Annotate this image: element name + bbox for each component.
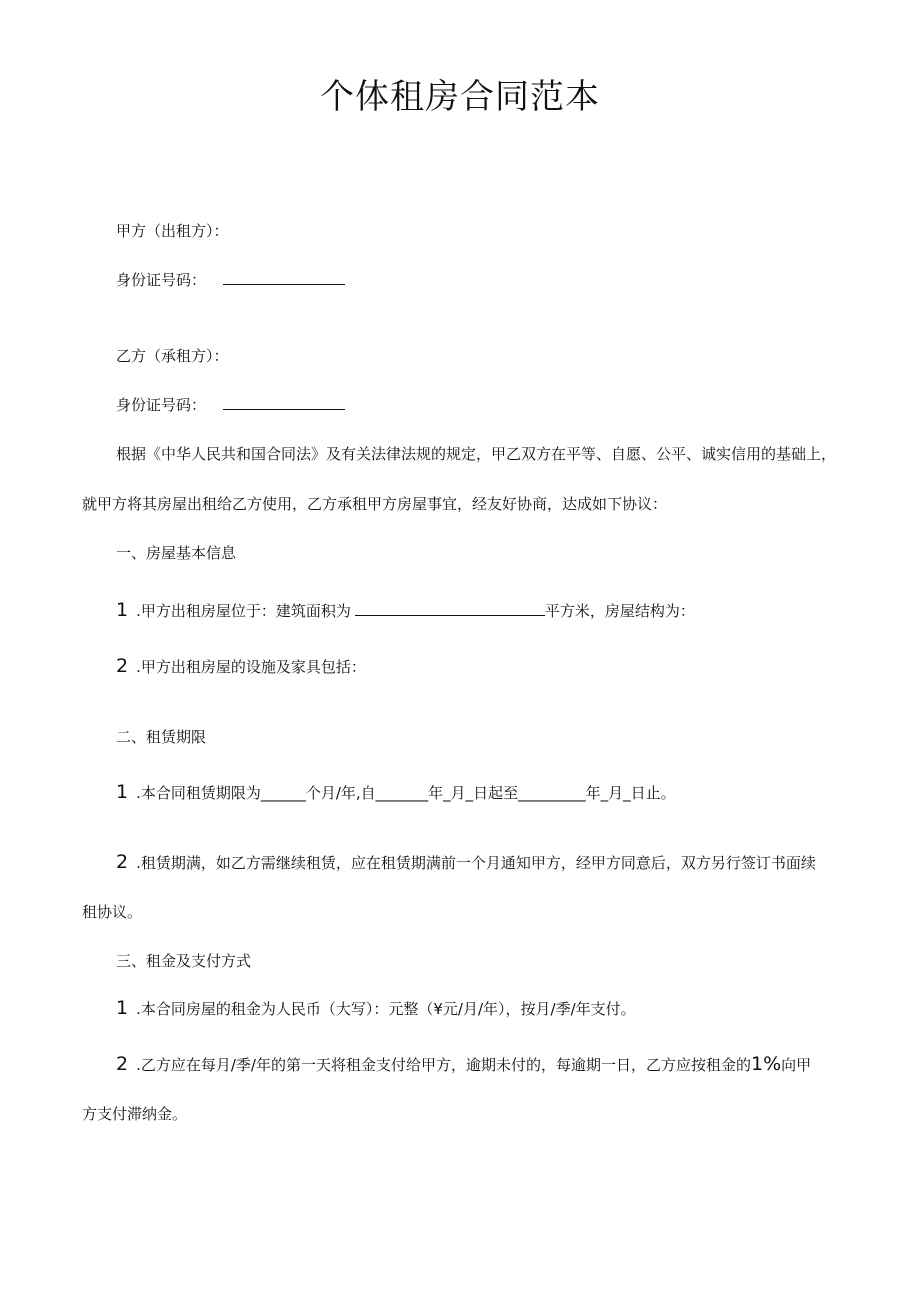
section-1-item-2 (116, 655, 366, 678)
section-2-item-1-text: .本合同租赁期限为______个月/年,自_______年_月_日起至_________年_月_日止。 (136, 784, 676, 802)
section-1-item-2-number: 2 (116, 655, 129, 677)
party-b-label: 乙方（承租方）： (116, 347, 229, 365)
document-title: 个体租房合同范本 (320, 77, 600, 117)
section-3-heading: 三、租金及支付方式 (116, 952, 252, 970)
section-2-item-1 (116, 781, 676, 804)
section-1-item-1-text-a: .甲方出租房屋位于：建筑面积为 (136, 602, 351, 620)
section-3-item-1 (116, 997, 636, 1020)
section-1-item-1-text-b: 平方米，房屋结构为： (544, 602, 695, 620)
section-3-item-1-number: 1 (116, 997, 129, 1019)
section-3-item-2-line-1a: .乙方应在每月/季/年的第一天将租金支付给甲方，逾期未付的，每逾期一日，乙方应按租金的 (136, 1056, 751, 1074)
section-3-item-2-line-1b: 向甲 (781, 1056, 812, 1074)
party-a-label: 甲方（出租方）： (116, 222, 229, 240)
preamble-line-2: 就甲方将其房屋出租给乙方使用，乙方承租甲方房屋事宜，经友好协商，达成如下协议： (82, 495, 668, 513)
section-2-item-1-number: 1 (116, 781, 129, 803)
party-b-id-blank (223, 394, 345, 410)
party-b-id-label: 身份证号码： (116, 396, 207, 414)
party-a-id-row (116, 269, 345, 291)
section-2-heading: 二、租赁期限 (116, 728, 207, 746)
preamble-line-1: 根据《中华人民共和国合同法》及有关法律法规的规定，甲乙双方在平等、自愿、公平、诚实信用的基础上， (116, 445, 837, 463)
section-1-heading: 一、房屋基本信息 (116, 544, 237, 562)
late-fee-percentage: 1% (750, 1053, 782, 1075)
section-3-item-1-text: .本合同房屋的租金为人民币（大写）：元整（¥元/月/年），按月/季/年支付。 (136, 1000, 636, 1018)
section-2-item-2 (116, 851, 816, 874)
section-3-item-2-number: 2 (116, 1053, 129, 1075)
section-1-item-2-text: .甲方出租房屋的设施及家具包括： (136, 658, 366, 676)
section-2-item-2-number: 2 (116, 851, 129, 873)
party-a-id-blank (223, 269, 345, 285)
area-blank (355, 600, 545, 616)
section-2-item-2-line-1: .租赁期满，如乙方需继续租赁，应在租赁期满前一个月通知甲方，经甲方同意后，双方另行签订书面续 (136, 854, 816, 872)
party-a-id-label: 身份证号码： (116, 271, 207, 289)
section-3-item-2-line-2: 方支付滞纳金。 (82, 1105, 188, 1123)
section-1-item-1 (116, 599, 695, 622)
section-2-item-2-line-2: 租协议。 (82, 903, 143, 921)
section-3-item-2 (116, 1053, 811, 1076)
section-1-item-1-number: 1 (116, 599, 129, 621)
party-b-id-row (116, 394, 345, 416)
